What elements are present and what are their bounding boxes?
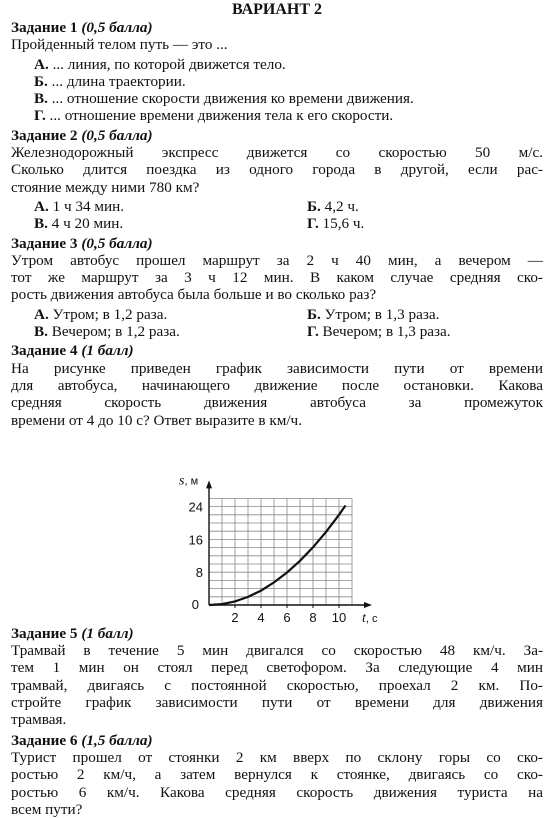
answer-option: Г. ... отношение времени движения тела к его скорости. [34,107,394,125]
task-title: Задание 4 [11,342,78,360]
answer-option: Б. 4,2 ч. [307,197,359,215]
answer-option: А. 1 ч 34 мин. [34,197,125,215]
task-text-line: Утром автобус прошел маршрут за 2 ч 40 мин, а вечером — [11,251,543,269]
answer-option: Б. Утром; в 1,3 раза. [307,305,440,323]
task-1 [11,19,543,125]
variant-title: ВАРИАНТ 2 [231,1,323,18]
answer-option: А. ... линия, по которой движется тело. [34,55,286,73]
x-tick-label: 6 [283,609,291,625]
y-tick-label: 16 [188,532,203,548]
task-text-line: ростью 6 км/ч. Какова средняя скорость движения туриста на [11,783,543,801]
y-axis-label: s, м [179,473,199,489]
answer-option: В. 4 ч 20 мин. [34,215,124,233]
task-text-line: всем пути? [11,800,83,818]
task-text-line: тот же маршрут за 3 ч 12 мин. В каком случае средняя ско- [11,269,543,287]
task-5 [11,625,543,729]
x-axis-label: t, с [362,610,378,625]
task-title: Задание 2 [11,126,78,144]
task-points: (1,5 балла) [81,731,153,749]
task-points: (1 балл) [81,342,134,360]
task-heading [11,127,543,144]
worksheet [11,0,543,818]
task-text-line: Сколько длится поездка из одного города в другой, если рас- [11,161,543,179]
task-text-line: рость движения автобуса была больше и во сколько раз? [11,286,377,304]
task-heading [11,342,543,359]
y-tick-label: 8 [195,565,203,581]
chart-svg [11,429,543,625]
answer-options [34,198,543,233]
x-tick-label: 8 [309,609,317,625]
task-text-line: Трамвай в течение 5 мин двигался со скоростью 48 км/ч. За- [11,642,543,660]
task-text-line: стояние между ними 780 км? [11,178,200,196]
task-points: (1 балл) [81,624,134,642]
answer-option: А. Утром; в 1,2 раза. [34,305,168,323]
distance-time-chart [11,429,543,625]
distance-curve [209,505,346,605]
task-text-line: Турист прошел от стоянки 2 км вверх по склону горы со ско- [11,748,543,766]
task-points: (0,5 балла) [81,126,153,144]
answer-options [34,306,543,341]
task-text-line: трамвай, двигаясь с постоянной скоростью, проехал 2 км. По- [11,676,543,694]
task-text-line: трамвая. [11,711,67,729]
answer-option: Г. Вечером; в 1,3 раза. [307,323,451,341]
task-text-line: для автобуса, начинающего движение после остановки. Какова [11,376,543,394]
x-tick-label: 2 [231,609,239,625]
answer-option: В. Вечером; в 1,2 раза. [34,323,180,341]
task-text-line: времени от 4 до 10 с? Ответ выразите в км/ч. [11,411,302,429]
task-text-line: тем 1 мин он стоял перед светофором. За следующие 4 мин [11,659,543,677]
x-axis-arrow [364,602,372,608]
task-points: (0,5 балла) [81,19,153,36]
task-title: Задание 6 [11,731,78,749]
origin-label: 0 [191,596,199,612]
task-heading [11,235,543,252]
task-text-line: На рисунке приведен график зависимости пути от времени [11,359,543,377]
task-text-line: Железнодорожный экспресс движется со скоростью 50 м/с. [11,144,543,162]
task-title: Задание 5 [11,624,78,642]
y-tick-label: 24 [188,499,203,515]
answer-options [34,56,543,125]
task-3 [11,235,543,341]
task-text-line: средняя скорость движения автобуса за промежуток [11,394,543,412]
task-heading [11,19,543,36]
task-text-line: ростью 2 км/ч, а затем вернулся к стоянке, двигаясь со ско- [11,766,543,784]
x-tick-label: 4 [257,609,265,625]
x-tick-label: 10 [331,609,347,625]
task-text-line: стройте график зависимости пути от времени для движения [11,694,543,712]
answer-option: Г. 15,6 ч. [307,215,365,233]
task-6 [11,732,543,818]
task-heading [11,625,543,642]
task-4 [11,342,543,624]
task-heading [11,732,543,749]
task-points: (0,5 балла) [81,234,153,252]
task-2 [11,127,543,233]
task-text: Пройденный телом путь — это ... [11,36,228,54]
y-axis-arrow [206,480,212,488]
answer-option: Б. ... длина траектории. [34,72,186,90]
task-title: Задание 1 [11,19,78,36]
task-title: Задание 3 [11,234,78,252]
answer-option: В. ... отношение скорости движения ко времени движения. [34,90,414,108]
